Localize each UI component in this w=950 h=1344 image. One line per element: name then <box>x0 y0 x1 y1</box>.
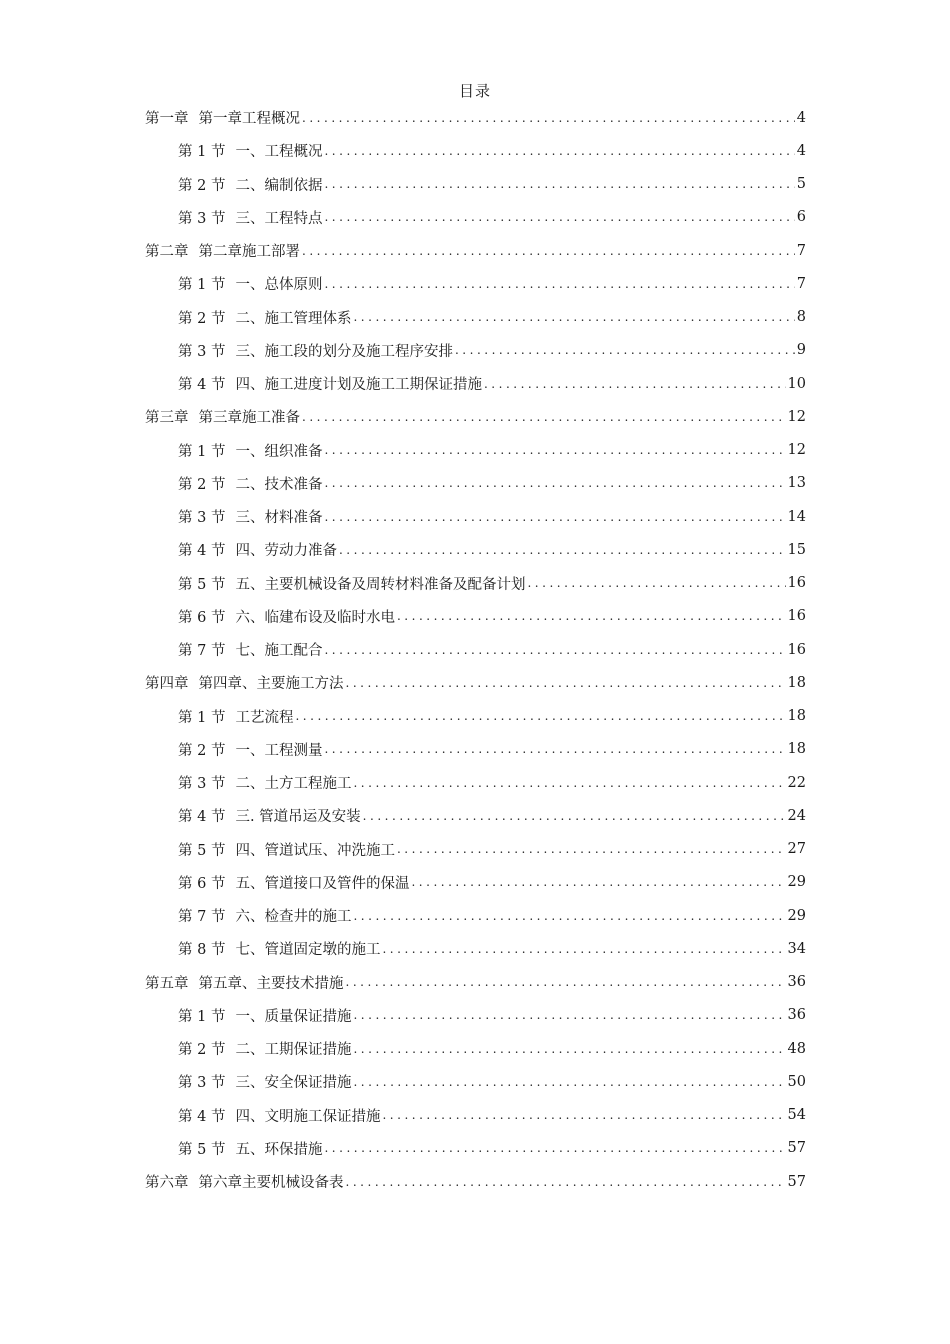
table-of-contents <box>145 101 806 1198</box>
toc-page-number: 12 <box>787 408 806 425</box>
toc-entry-text: 一、工程概况 <box>235 144 323 161</box>
toc-entry-text: 一、质量保证措施 <box>235 1008 352 1025</box>
toc-chapter-entry[interactable] <box>145 234 806 267</box>
toc-entry-number: 第三章 <box>145 410 189 427</box>
toc-dot-leader <box>302 113 795 127</box>
toc-section-entry[interactable] <box>145 899 806 932</box>
toc-entry-label <box>145 406 300 427</box>
toc-entry-label <box>178 373 482 394</box>
toc-page-number: 36 <box>787 1007 806 1024</box>
toc-entry-text: 第五章、主要技术措施 <box>198 975 344 992</box>
toc-page-number: 29 <box>787 907 806 924</box>
toc-page-number: 24 <box>787 807 806 824</box>
toc-dot-leader <box>295 711 785 725</box>
toc-entry-text: 三、材料准备 <box>235 510 323 527</box>
toc-entry-text: 六、检查井的施工 <box>235 909 352 926</box>
toc-entry-text: 三. 管道吊运及安装 <box>235 809 361 826</box>
toc-page-number: 6 <box>796 209 806 226</box>
toc-dot-leader <box>397 844 786 858</box>
toc-entry-number: 第 1 节 <box>178 709 226 726</box>
toc-page-number: 29 <box>787 874 806 891</box>
toc-section-entry[interactable] <box>145 301 806 334</box>
toc-entry-label <box>178 772 351 793</box>
toc-dot-leader <box>346 1177 786 1191</box>
toc-chapter-entry[interactable] <box>145 666 806 699</box>
toc-entry-text: 四、施工进度计划及施工工期保证措施 <box>235 377 482 394</box>
toc-page-number: 15 <box>787 541 806 558</box>
toc-entry-number: 第 2 节 <box>178 476 226 493</box>
toc-entry-number: 第 3 节 <box>178 343 226 360</box>
toc-page-number: 7 <box>796 242 806 259</box>
toc-entry-label <box>178 506 322 527</box>
toc-entry-text: 二、编制依据 <box>235 177 323 194</box>
toc-page-number: 50 <box>787 1073 806 1090</box>
toc-entry-number: 第 2 节 <box>178 742 226 759</box>
toc-page-number: 36 <box>787 974 806 991</box>
toc-entry-number: 第五章 <box>145 975 189 992</box>
toc-page-number: 57 <box>787 1173 806 1190</box>
toc-entry-number: 第 4 节 <box>178 543 226 560</box>
toc-entry-text: 第一章工程概况 <box>198 111 300 128</box>
toc-entry-text: 二、技术准备 <box>235 476 323 493</box>
toc-entry-number: 第一章 <box>145 111 189 128</box>
toc-entry-text: 工艺流程 <box>235 709 294 726</box>
toc-dot-leader <box>484 379 786 393</box>
toc-entry-number: 第 4 节 <box>178 809 226 826</box>
toc-section-entry[interactable] <box>145 367 806 400</box>
toc-dot-leader <box>339 545 786 559</box>
toc-dot-leader <box>353 1044 785 1058</box>
toc-dot-leader <box>324 1143 785 1157</box>
toc-entry-number: 第 5 节 <box>178 842 226 859</box>
toc-entry-number: 第 2 节 <box>178 177 226 194</box>
toc-section-entry[interactable] <box>145 799 806 832</box>
toc-entry-number: 第 4 节 <box>178 377 226 394</box>
toc-entry-number: 第六章 <box>145 1175 189 1192</box>
toc-section-entry[interactable] <box>145 932 806 965</box>
toc-entry-text: 三、施工段的划分及施工程序安排 <box>235 343 453 360</box>
toc-entry-text: 第二章施工部署 <box>198 244 300 261</box>
toc-dot-leader <box>527 578 785 592</box>
toc-entry-text: 一、总体原则 <box>235 277 323 294</box>
toc-entry-label <box>178 1071 351 1092</box>
toc-entry-label <box>178 872 409 893</box>
toc-entry-label <box>178 639 322 660</box>
toc-entry-text: 四、管道试压、冲洗施工 <box>235 842 395 859</box>
toc-dot-leader <box>382 944 785 958</box>
toc-entry-label <box>178 207 322 228</box>
toc-entry-label <box>178 805 361 826</box>
toc-entry-number: 第 2 节 <box>178 1042 226 1059</box>
toc-entry-label <box>178 839 395 860</box>
toc-section-entry[interactable] <box>145 633 806 666</box>
toc-page-number: 57 <box>787 1140 806 1157</box>
toc-section-entry[interactable] <box>145 201 806 234</box>
toc-entry-number: 第二章 <box>145 244 189 261</box>
toc-entry-text: 五、主要机械设备及周转材料准备及配备计划 <box>235 576 526 593</box>
toc-section-entry[interactable] <box>145 533 806 566</box>
toc-entry-number: 第 5 节 <box>178 576 226 593</box>
toc-dot-leader <box>346 678 786 692</box>
toc-section-entry[interactable] <box>145 1132 806 1165</box>
toc-dot-leader <box>324 146 794 160</box>
toc-entry-text: 三、安全保证措施 <box>235 1075 352 1092</box>
toc-page-number: 13 <box>787 475 806 492</box>
toc-entry-text: 三、工程特点 <box>235 210 323 227</box>
toc-page-number: 16 <box>787 575 806 592</box>
toc-page-number: 34 <box>787 940 806 957</box>
toc-chapter-entry[interactable] <box>145 400 806 433</box>
toc-dot-leader <box>324 179 794 193</box>
toc-dot-leader <box>324 478 785 492</box>
toc-section-entry[interactable] <box>145 134 806 167</box>
toc-entry-number: 第 1 节 <box>178 1008 226 1025</box>
toc-page-number: 7 <box>796 275 806 292</box>
toc-page-number: 4 <box>796 142 806 159</box>
toc-section-entry[interactable] <box>145 467 806 500</box>
toc-entry-label <box>178 273 322 294</box>
toc-entry-text: 七、管道固定墩的施工 <box>235 942 381 959</box>
toc-entry-label <box>178 905 351 926</box>
toc-section-entry[interactable] <box>145 1065 806 1098</box>
toc-section-entry[interactable] <box>145 267 806 300</box>
toc-entry-number: 第 3 节 <box>178 776 226 793</box>
toc-entry-number: 第 4 节 <box>178 1108 226 1125</box>
toc-entry-text: 一、组织准备 <box>235 443 323 460</box>
toc-page-number: 12 <box>787 442 806 459</box>
toc-entry-number: 第 3 节 <box>178 1075 226 1092</box>
toc-page-number: 8 <box>796 309 806 326</box>
toc-page-number: 10 <box>787 375 806 392</box>
toc-entry-number: 第 1 节 <box>178 277 226 294</box>
toc-page-number: 16 <box>787 641 806 658</box>
toc-entry-number: 第 1 节 <box>178 443 226 460</box>
toc-entry-label <box>178 706 293 727</box>
toc-page-number: 54 <box>787 1107 806 1124</box>
toc-entry-number: 第 7 节 <box>178 909 226 926</box>
toc-dot-leader <box>353 778 785 792</box>
toc-page-number: 4 <box>796 109 806 126</box>
toc-entry-number: 第 3 节 <box>178 510 226 527</box>
toc-page-number: 18 <box>787 708 806 725</box>
toc-chapter-entry[interactable] <box>145 1165 806 1198</box>
toc-entry-text: 二、施工管理体系 <box>235 310 352 327</box>
toc-dot-leader <box>353 1010 785 1024</box>
toc-section-entry[interactable] <box>145 434 806 467</box>
toc-section-entry[interactable] <box>145 700 806 733</box>
toc-entry-text: 四、劳动力准备 <box>235 543 337 560</box>
toc-entry-text: 二、工期保证措施 <box>235 1042 352 1059</box>
toc-entry-number: 第 8 节 <box>178 942 226 959</box>
toc-dot-leader <box>324 645 785 659</box>
toc-dot-leader <box>397 611 786 625</box>
toc-entry-label <box>145 972 344 993</box>
toc-section-entry[interactable] <box>145 600 806 633</box>
toc-section-entry[interactable] <box>145 334 806 367</box>
toc-entry-label <box>178 938 380 959</box>
toc-entry-text: 四、文明施工保证措施 <box>235 1108 381 1125</box>
toc-entry-text: 第三章施工准备 <box>198 410 300 427</box>
toc-entry-label <box>178 174 322 195</box>
toc-entry-label <box>178 440 322 461</box>
toc-entry-number: 第 2 节 <box>178 310 226 327</box>
toc-entry-label <box>145 240 300 261</box>
toc-dot-leader <box>324 445 785 459</box>
toc-page-number: 18 <box>787 741 806 758</box>
toc-page-number: 27 <box>787 841 806 858</box>
toc-section-entry[interactable] <box>145 500 806 533</box>
toc-dot-leader <box>353 911 785 925</box>
toc-entry-label <box>178 140 322 161</box>
toc-entry-label <box>178 1005 351 1026</box>
toc-entry-label <box>145 1171 344 1192</box>
toc-entry-text: 五、管道接口及管件的保温 <box>235 875 410 892</box>
toc-entry-label <box>178 1038 351 1059</box>
toc-dot-leader <box>382 1110 785 1124</box>
toc-chapter-entry[interactable] <box>145 101 806 134</box>
toc-entry-label <box>178 473 322 494</box>
toc-entry-number: 第 3 节 <box>178 210 226 227</box>
toc-section-entry[interactable] <box>145 833 806 866</box>
toc-page-number: 14 <box>787 508 806 525</box>
toc-dot-leader <box>346 977 786 991</box>
toc-dot-leader <box>302 246 795 260</box>
toc-dot-leader <box>324 744 785 758</box>
toc-section-entry[interactable] <box>145 168 806 201</box>
toc-dot-leader <box>455 345 795 359</box>
toc-section-entry[interactable] <box>145 1032 806 1065</box>
toc-entry-label <box>178 606 395 627</box>
toc-dot-leader <box>324 212 794 226</box>
toc-dot-leader <box>324 512 785 526</box>
toc-entry-label <box>178 340 453 361</box>
toc-page-number: 18 <box>787 674 806 691</box>
toc-page-number: 9 <box>796 342 806 359</box>
toc-entry-label <box>145 672 344 693</box>
toc-page-number: 5 <box>796 176 806 193</box>
toc-entry-label <box>178 573 525 594</box>
toc-section-entry[interactable] <box>145 733 806 766</box>
toc-dot-leader <box>411 877 785 891</box>
toc-section-entry[interactable] <box>145 766 806 799</box>
toc-section-entry[interactable] <box>145 999 806 1032</box>
toc-chapter-entry[interactable] <box>145 966 806 999</box>
toc-section-entry[interactable] <box>145 567 806 600</box>
toc-entry-text: 一、工程测量 <box>235 742 323 759</box>
toc-entry-label <box>178 1138 322 1159</box>
toc-entry-text: 五、环保措施 <box>235 1141 323 1158</box>
toc-entry-number: 第 1 节 <box>178 144 226 161</box>
toc-entry-number: 第 7 节 <box>178 643 226 660</box>
toc-entry-text: 第六章主要机械设备表 <box>198 1175 344 1192</box>
toc-dot-leader <box>324 279 794 293</box>
toc-entry-label <box>145 107 300 128</box>
toc-entry-label <box>178 539 337 560</box>
toc-dot-leader <box>363 811 786 825</box>
toc-entry-text: 第四章、主要施工方法 <box>198 676 344 693</box>
toc-title: 目录 <box>458 82 491 100</box>
toc-dot-leader <box>353 312 794 326</box>
toc-entry-text: 六、临建布设及临时水电 <box>235 609 395 626</box>
toc-section-entry[interactable] <box>145 866 806 899</box>
toc-page-number: 22 <box>787 774 806 791</box>
toc-entry-text: 二、土方工程施工 <box>235 776 352 793</box>
toc-dot-leader <box>302 412 786 426</box>
toc-dot-leader <box>353 1077 785 1091</box>
toc-entry-label <box>178 307 351 328</box>
toc-entry-text: 七、施工配合 <box>235 643 323 660</box>
toc-page-number: 48 <box>787 1040 806 1057</box>
toc-entry-label <box>178 1105 380 1126</box>
toc-page-number: 16 <box>787 608 806 625</box>
toc-entry-label <box>178 739 322 760</box>
toc-entry-number: 第四章 <box>145 676 189 693</box>
toc-section-entry[interactable] <box>145 1099 806 1132</box>
toc-entry-number: 第 6 节 <box>178 875 226 892</box>
toc-entry-number: 第 6 节 <box>178 609 226 626</box>
toc-entry-number: 第 5 节 <box>178 1141 226 1158</box>
